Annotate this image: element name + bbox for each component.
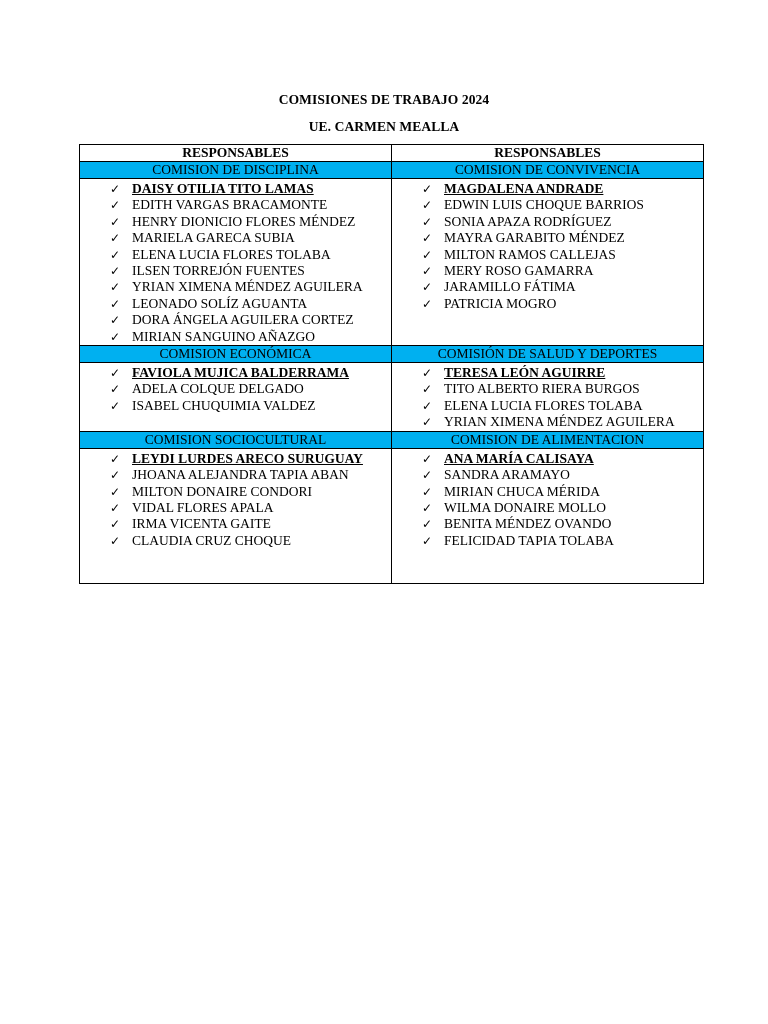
checkmark-icon: ✓ bbox=[110, 366, 121, 381]
member-list bbox=[392, 179, 703, 312]
checkmark-icon: ✓ bbox=[422, 500, 433, 515]
commission-members-cell bbox=[392, 179, 704, 346]
checkmark-icon: ✓ bbox=[422, 280, 433, 295]
member-name: SONIA APAZA RODRÍGUEZ bbox=[444, 213, 612, 229]
member-list-item bbox=[392, 197, 703, 213]
member-name: ISABEL CHUQUIMIA VALDEZ bbox=[132, 397, 316, 413]
member-name: YRIAN XIMENA MÉNDEZ AGUILERA bbox=[132, 279, 363, 295]
member-name: MILTON DONAIRE CONDORI bbox=[132, 483, 313, 499]
commission-members-cell bbox=[80, 179, 392, 346]
commission-title: COMISION SOCIOCULTURAL bbox=[80, 431, 392, 448]
commission-title-row bbox=[80, 431, 704, 448]
checkmark-icon: ✓ bbox=[110, 468, 121, 483]
checkmark-icon: ✓ bbox=[422, 484, 433, 499]
commission-leader-name: ANA MARÍA CALISAYA bbox=[444, 450, 594, 466]
member-list-item bbox=[392, 296, 703, 312]
checkmark-icon: ✓ bbox=[422, 468, 433, 483]
checkmark-icon: ✓ bbox=[422, 517, 433, 532]
commission-title-row bbox=[80, 346, 704, 363]
member-list-item bbox=[80, 197, 391, 213]
checkmark-icon: ✓ bbox=[110, 264, 121, 279]
member-name: EDWIN LUIS CHOQUE BARRIOS bbox=[444, 197, 644, 213]
member-list-item bbox=[80, 296, 391, 312]
commission-title: COMISION DE CONVIVENCIA bbox=[392, 162, 704, 179]
member-list-item bbox=[80, 533, 391, 549]
commission-members-cell bbox=[392, 363, 704, 432]
commission-leader-name: TERESA LEÓN AGUIRRE bbox=[444, 365, 606, 381]
member-list-item bbox=[392, 381, 703, 397]
member-list-item bbox=[80, 398, 391, 414]
member-name: DORA ÁNGELA AGUILERA CORTEZ bbox=[132, 312, 354, 328]
school-name: UE. CARMEN MEALLA bbox=[308, 119, 460, 134]
member-list-item bbox=[392, 467, 703, 483]
checkmark-icon: ✓ bbox=[110, 451, 121, 466]
commission-members-cell bbox=[80, 448, 392, 583]
commission-title-row bbox=[80, 162, 704, 179]
checkmark-icon: ✓ bbox=[110, 533, 121, 548]
commission-members-cell bbox=[80, 363, 392, 432]
commission-leader-name: FAVIOLA MUJICA BALDERRAMA bbox=[132, 365, 350, 381]
member-list-item bbox=[392, 279, 703, 295]
member-list bbox=[80, 363, 391, 414]
checkmark-icon: ✓ bbox=[110, 500, 121, 515]
member-list-item bbox=[392, 398, 703, 414]
commission-members-row bbox=[80, 448, 704, 583]
member-list-item bbox=[392, 247, 703, 263]
checkmark-icon: ✓ bbox=[110, 517, 121, 532]
member-name: PATRICIA MOGRO bbox=[444, 295, 557, 311]
member-name: SANDRA ARAMAYO bbox=[444, 467, 570, 483]
member-list-item bbox=[392, 181, 703, 197]
checkmark-icon: ✓ bbox=[422, 198, 433, 213]
member-list bbox=[80, 179, 391, 345]
member-list-item bbox=[392, 533, 703, 549]
member-list-item bbox=[80, 279, 391, 295]
member-name: FELICIDAD TAPIA TOLABA bbox=[444, 532, 614, 548]
member-list-item bbox=[80, 381, 391, 397]
checkmark-icon: ✓ bbox=[110, 296, 121, 311]
member-name: HENRY DIONICIO FLORES MÉNDEZ bbox=[132, 213, 356, 229]
checkmark-icon: ✓ bbox=[422, 398, 433, 413]
member-name: MARIELA GARECA SUBIA bbox=[132, 230, 295, 246]
member-name: MIRIAN SANGUINO AÑAZGO bbox=[132, 328, 315, 344]
commission-members-cell bbox=[392, 448, 704, 583]
commission-title: COMISIÓN DE SALUD Y DEPORTES bbox=[392, 346, 704, 363]
member-list-item bbox=[80, 214, 391, 230]
commission-members-row bbox=[80, 179, 704, 346]
commission-members-row bbox=[80, 363, 704, 432]
header-row bbox=[80, 145, 704, 162]
checkmark-icon: ✓ bbox=[422, 382, 433, 397]
member-name: ELENA LUCIA FLORES TOLABA bbox=[444, 397, 643, 413]
member-name: TITO ALBERTO RIERA BURGOS bbox=[444, 381, 640, 397]
member-list-item bbox=[80, 467, 391, 483]
header-responsables-left: RESPONSABLES bbox=[80, 145, 392, 162]
member-list-item bbox=[392, 516, 703, 532]
member-name: MAYRA GARABITO MÉNDEZ bbox=[444, 230, 625, 246]
member-name: MIRIAN CHUCA MÉRIDA bbox=[444, 483, 601, 499]
checkmark-icon: ✓ bbox=[422, 533, 433, 548]
member-list-item bbox=[392, 263, 703, 279]
checkmark-icon: ✓ bbox=[110, 398, 121, 413]
member-list-item bbox=[392, 451, 703, 467]
member-list-item bbox=[392, 484, 703, 500]
member-name: ADELA COLQUE DELGADO bbox=[132, 381, 304, 397]
commission-title: COMISION DE DISCIPLINA bbox=[80, 162, 392, 179]
member-list bbox=[392, 363, 703, 431]
document-title: COMISIONES DE TRABAJO 2024 bbox=[278, 92, 490, 107]
member-list bbox=[392, 449, 703, 549]
checkmark-icon: ✓ bbox=[422, 182, 433, 196]
commission-title: COMISION DE ALIMENTACION bbox=[392, 431, 704, 448]
member-list-item bbox=[80, 365, 391, 381]
member-name: ELENA LUCIA FLORES TOLABA bbox=[132, 246, 331, 262]
header-responsables-right: RESPONSABLES bbox=[392, 145, 704, 162]
member-name: WILMA DONAIRE MOLLO bbox=[444, 499, 606, 515]
member-list-item bbox=[80, 516, 391, 532]
member-name: BENITA MÉNDEZ OVANDO bbox=[444, 516, 612, 532]
member-name: JHOANA ALEJANDRA TAPIA ABAN bbox=[132, 467, 349, 483]
commission-title: COMISION ECONÓMICA bbox=[80, 346, 392, 363]
commission-leader-name: LEYDI LURDES ARECO SURUGUAY bbox=[132, 450, 363, 466]
checkmark-icon: ✓ bbox=[110, 280, 121, 295]
checkmark-icon: ✓ bbox=[422, 366, 433, 381]
checkmark-icon: ✓ bbox=[422, 231, 433, 246]
member-list-item bbox=[80, 329, 391, 345]
checkmark-icon: ✓ bbox=[422, 415, 433, 430]
checkmark-icon: ✓ bbox=[422, 247, 433, 262]
member-list-item bbox=[80, 312, 391, 328]
checkmark-icon: ✓ bbox=[110, 382, 121, 397]
checkmark-icon: ✓ bbox=[110, 484, 121, 499]
checkmark-icon: ✓ bbox=[422, 296, 433, 311]
member-list-item bbox=[392, 414, 703, 430]
member-list-item bbox=[80, 500, 391, 516]
member-list-item bbox=[392, 230, 703, 246]
member-list-item bbox=[80, 247, 391, 263]
commission-leader-name: DAISY OTILIA TITO LAMAS bbox=[132, 181, 314, 196]
checkmark-icon: ✓ bbox=[110, 313, 121, 328]
member-name: JARAMILLO FÁTIMA bbox=[444, 279, 576, 295]
member-name: VIDAL FLORES APALA bbox=[132, 499, 274, 515]
commissions-table bbox=[79, 144, 704, 584]
member-name: EDITH VARGAS BRACAMONTE bbox=[132, 197, 328, 213]
member-list-item bbox=[392, 500, 703, 516]
checkmark-icon: ✓ bbox=[110, 231, 121, 246]
member-list-item bbox=[80, 181, 391, 197]
member-list-item bbox=[80, 451, 391, 467]
member-name: ILSEN TORREJÓN FUENTES bbox=[132, 263, 305, 279]
commission-leader-name: MAGDALENA ANDRADE bbox=[444, 181, 604, 196]
member-list bbox=[80, 449, 391, 549]
member-name: MERY ROSO GAMARRA bbox=[444, 263, 594, 279]
checkmark-icon: ✓ bbox=[422, 451, 433, 466]
member-list-item bbox=[80, 230, 391, 246]
member-list-item bbox=[80, 484, 391, 500]
checkmark-icon: ✓ bbox=[110, 329, 121, 344]
checkmark-icon: ✓ bbox=[422, 214, 433, 229]
member-name: LEONADO SOLÍZ AGUANTA bbox=[132, 295, 308, 311]
member-name: CLAUDIA CRUZ CHOQUE bbox=[132, 532, 292, 548]
member-name: MILTON RAMOS CALLEJAS bbox=[444, 246, 616, 262]
checkmark-icon: ✓ bbox=[110, 247, 121, 262]
member-list-item bbox=[392, 214, 703, 230]
member-name: IRMA VICENTA GAITE bbox=[132, 516, 271, 532]
checkmark-icon: ✓ bbox=[110, 214, 121, 229]
member-list-item bbox=[392, 365, 703, 381]
member-list-item bbox=[80, 263, 391, 279]
checkmark-icon: ✓ bbox=[110, 182, 121, 196]
member-name: YRIAN XIMENA MÉNDEZ AGUILERA bbox=[444, 414, 675, 430]
checkmark-icon: ✓ bbox=[110, 198, 121, 213]
checkmark-icon: ✓ bbox=[422, 264, 433, 279]
